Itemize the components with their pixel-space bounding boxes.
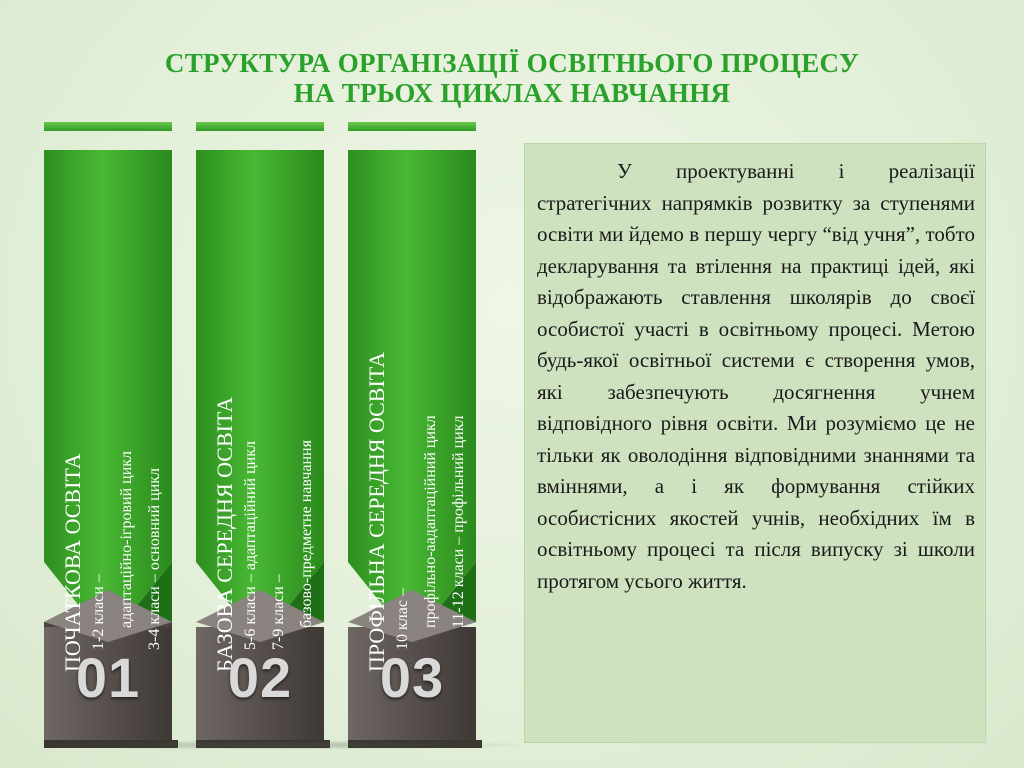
cycle-line-2: адаптаційно-ігровий цикл: [118, 450, 135, 628]
cycle-line-2: 7-9 класи –: [270, 574, 287, 650]
cycle-line-3: базово-предметне навчання: [298, 440, 315, 628]
cycle-line-2: профільно-аадаптаційний цикл: [422, 415, 439, 628]
cycle-column-2: [196, 122, 336, 752]
cycle-line-3: 11-12 класи – профільний цикл: [450, 415, 467, 628]
title-line-2: НА ТРЬОХ ЦИКЛАХ НАВЧАННЯ: [293, 78, 731, 108]
cycle-number: 03: [379, 646, 445, 709]
cycle-line-1: 1-2 класи –: [90, 574, 107, 650]
cycle-column-1: [44, 122, 184, 752]
column-text-block: [358, 152, 478, 672]
description-text: У проектуванні і реалізації стратегічних напрямків розвитку за ступенями освіти ми йдемо в першу чергу “від учня”, тобто декларування та втілення на практиці ідей, які відображають ставлення школярів до своєї особистої участі в освітньому процесі. Метою будь-якої освітньої системи є створення умов, які забезпечують досягнення учнем відповідного рівня освіти. Ми розуміємо це не тільки як оволодіння відповідними знаннями та вміннями, а і як формування стійких особистісних якостей учнів, необхідних їм в освітньому процесі та після випуску зі школи протягом усього життя.: [537, 159, 975, 593]
floor-shadow: [22, 740, 542, 750]
cycle-heading: БАЗОВА СЕРЕДНЯ ОСВІТА: [212, 396, 237, 672]
cycle-heading: ПОЧАТКОВА ОСВІТА: [60, 453, 85, 672]
cycle-line-1: 5-6 класи – адаптаційний цикл: [242, 441, 259, 650]
column-text-block: [54, 152, 174, 672]
cycle-line-3: 3-4 класи – основний цикл: [146, 467, 163, 650]
cycle-column-3: [348, 122, 488, 752]
cycle-number: 02: [227, 646, 293, 709]
cycle-number: 01: [75, 646, 141, 709]
description-panel: [524, 143, 986, 743]
cycle-heading: ПРОФІЛЬНА СЕРЕДНЯ ОСВІТА: [364, 352, 389, 672]
slide-title: [0, 48, 1024, 108]
cycle-line-1: 10 клас –: [394, 588, 411, 650]
column-text-block: [206, 152, 326, 672]
title-line-1: СТРУКТУРА ОРГАНІЗАЦІЇ ОСВІТНЬОГО ПРОЦЕСУ: [164, 48, 860, 78]
